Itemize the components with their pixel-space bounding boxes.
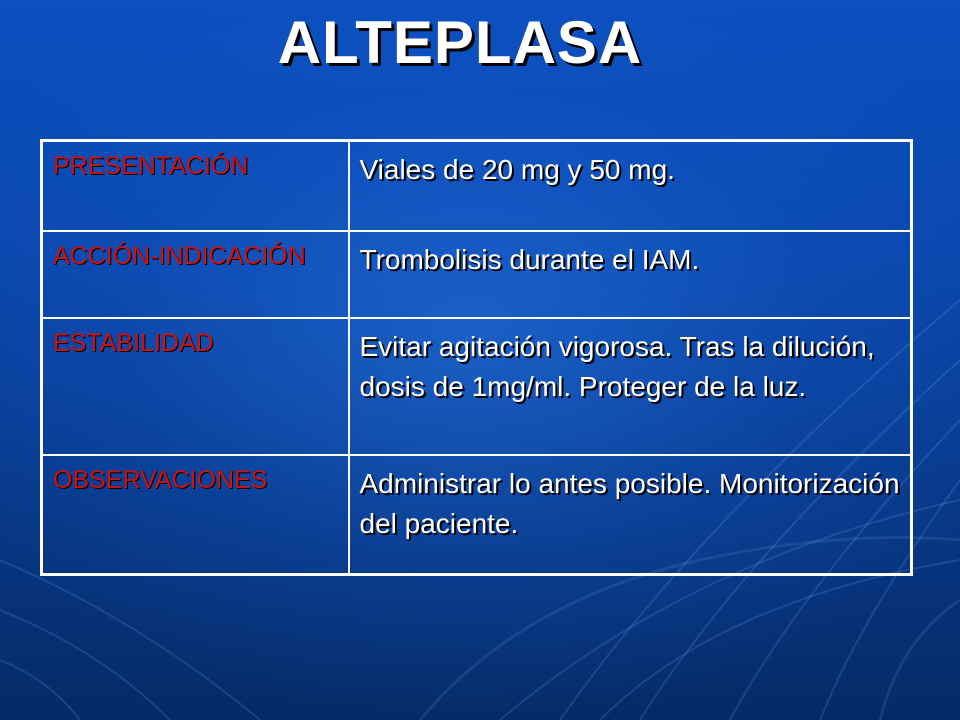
- row-label-presentacion: PRESENTACIÓN: [42, 141, 349, 231]
- row-value-presentacion: Viales de 20 mg y 50 mg.: [349, 141, 912, 231]
- row-label-observaciones: OBSERVACIONES: [42, 455, 349, 575]
- row-value-estabilidad: Evitar agitación vigorosa. Tras la dilución, dosis de 1mg/ml. Proteger de la luz.: [349, 318, 912, 455]
- table-row: [42, 141, 912, 231]
- table-row: [42, 231, 912, 318]
- table-row: [42, 318, 912, 455]
- slide-title: ALTEPLASA: [277, 9, 643, 76]
- row-label-estabilidad: ESTABILIDAD: [42, 318, 349, 455]
- row-label-accion-indicacion: ACCIÓN-INDICACIÓN: [42, 231, 349, 318]
- row-value-observaciones: Administrar lo antes posible. Monitorización del paciente.: [349, 455, 912, 575]
- table-row: [42, 455, 912, 575]
- drug-info-table: [40, 139, 913, 576]
- row-value-accion-indicacion: Trombolisis durante el IAM.: [349, 231, 912, 318]
